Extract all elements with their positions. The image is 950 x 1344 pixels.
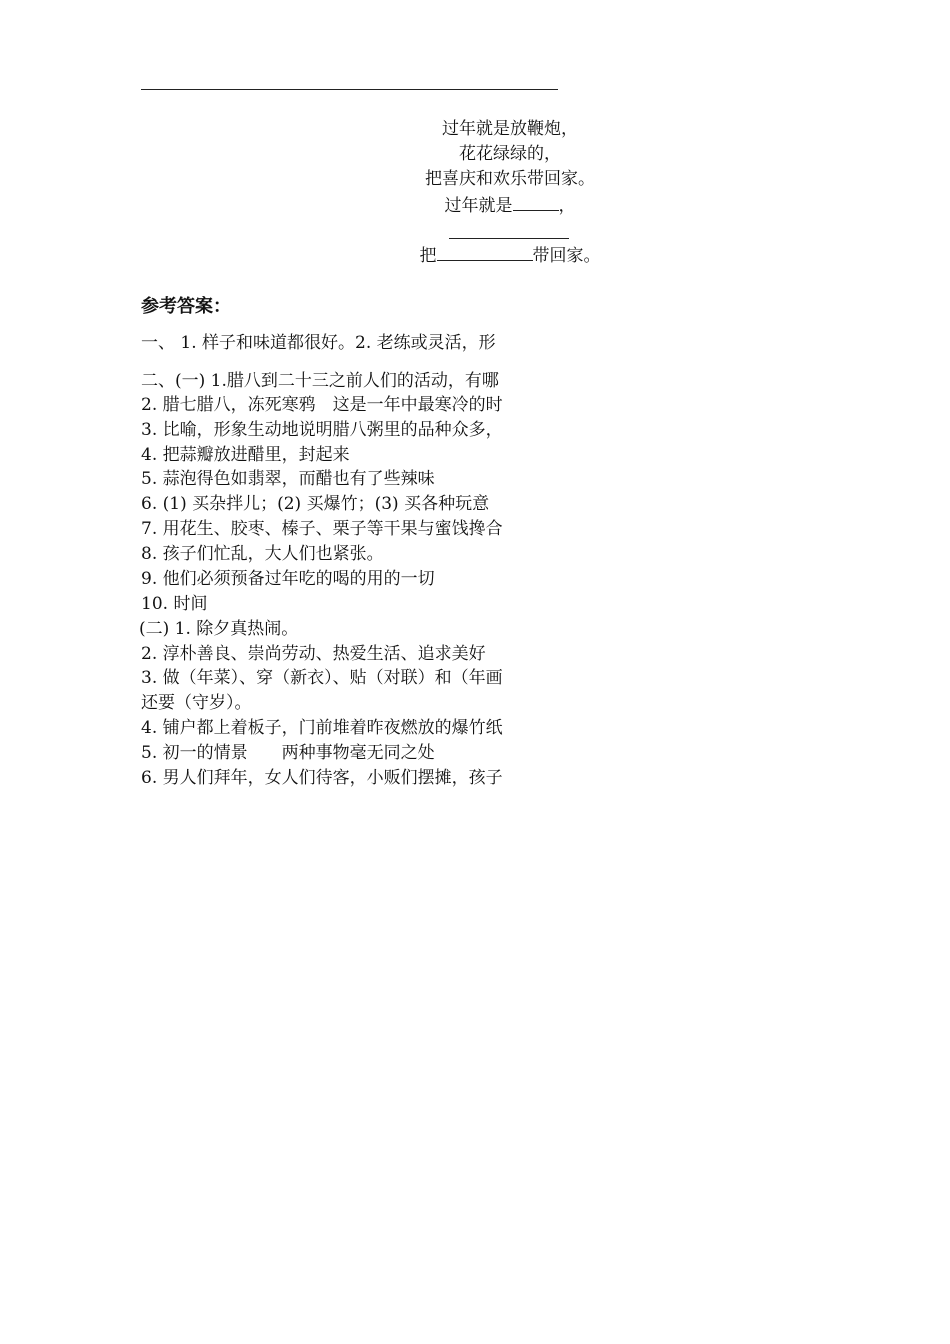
fill-blank-line — [449, 238, 569, 239]
answer-line: 3. 做（年菜）、穿（新衣）、贴（对联）和（年画 — [141, 668, 503, 688]
poem-line-2: 花花绿绿的， — [459, 144, 561, 164]
answer-line: 还要（守岁）。 — [141, 693, 252, 713]
answer-line: 5. 蒜泡得色如翡翠，而醋也有了些辣味 — [141, 469, 435, 489]
answer-line: 6. 男人们拜年，女人们待客，小贩们摆摊，孩子 — [141, 768, 503, 788]
answer-line: 9. 他们必须预备过年吃的喝的用的一切 — [141, 569, 435, 589]
answer-line: (二) 1. 除夕真热闹。 — [139, 619, 299, 639]
answer-line: 一、 1. 样子和味道都很好。2. 老练或灵活，形 — [141, 333, 496, 353]
fill-blank — [513, 193, 559, 211]
answers-title: 参考答案： — [141, 296, 231, 317]
answer-line: 10. 时间 — [141, 594, 208, 614]
answer-line: 4. 铺户都上着板子，门前堆着昨夜燃放的爆竹纸 — [141, 718, 503, 738]
poem-line-4: 过年就是 ， — [300, 193, 720, 219]
poem-line-6: 把 带回家。 — [300, 243, 720, 269]
poem-line-1: 过年就是放鞭炮， — [442, 119, 578, 139]
answer-line: 二、(一) 1.腊八到二十三之前人们的活动，有哪 — [141, 371, 499, 391]
answer-line: 5. 初一的情景 两种事物毫无同之处 — [141, 743, 435, 763]
answer-line: 4. 把蒜瓣放进醋里，封起来 — [141, 445, 350, 465]
answer-line: 7. 用花生、胶枣、榛子、栗子等干果与蜜饯搀合 — [141, 519, 503, 539]
answer-line: 3. 比喻，形象生动地说明腊八粥里的品种众多， — [141, 420, 503, 440]
answer-line: 2. 淳朴善良、崇尚劳动、热爱生活、追求美好 — [141, 644, 486, 664]
answer-line: 2. 腊七腊八，冻死寒鸦 这是一年中最寒冷的时 — [141, 395, 503, 415]
header-rule — [141, 89, 558, 90]
answer-line: 8. 孩子们忙乱，大人们也紧张。 — [141, 544, 384, 564]
answer-line: 6. (1) 买杂拌儿；(2) 买爆竹；(3) 买各种玩意 — [141, 494, 490, 514]
fill-blank — [437, 243, 533, 261]
poem-line-3: 把喜庆和欢乐带回家。 — [425, 169, 595, 189]
